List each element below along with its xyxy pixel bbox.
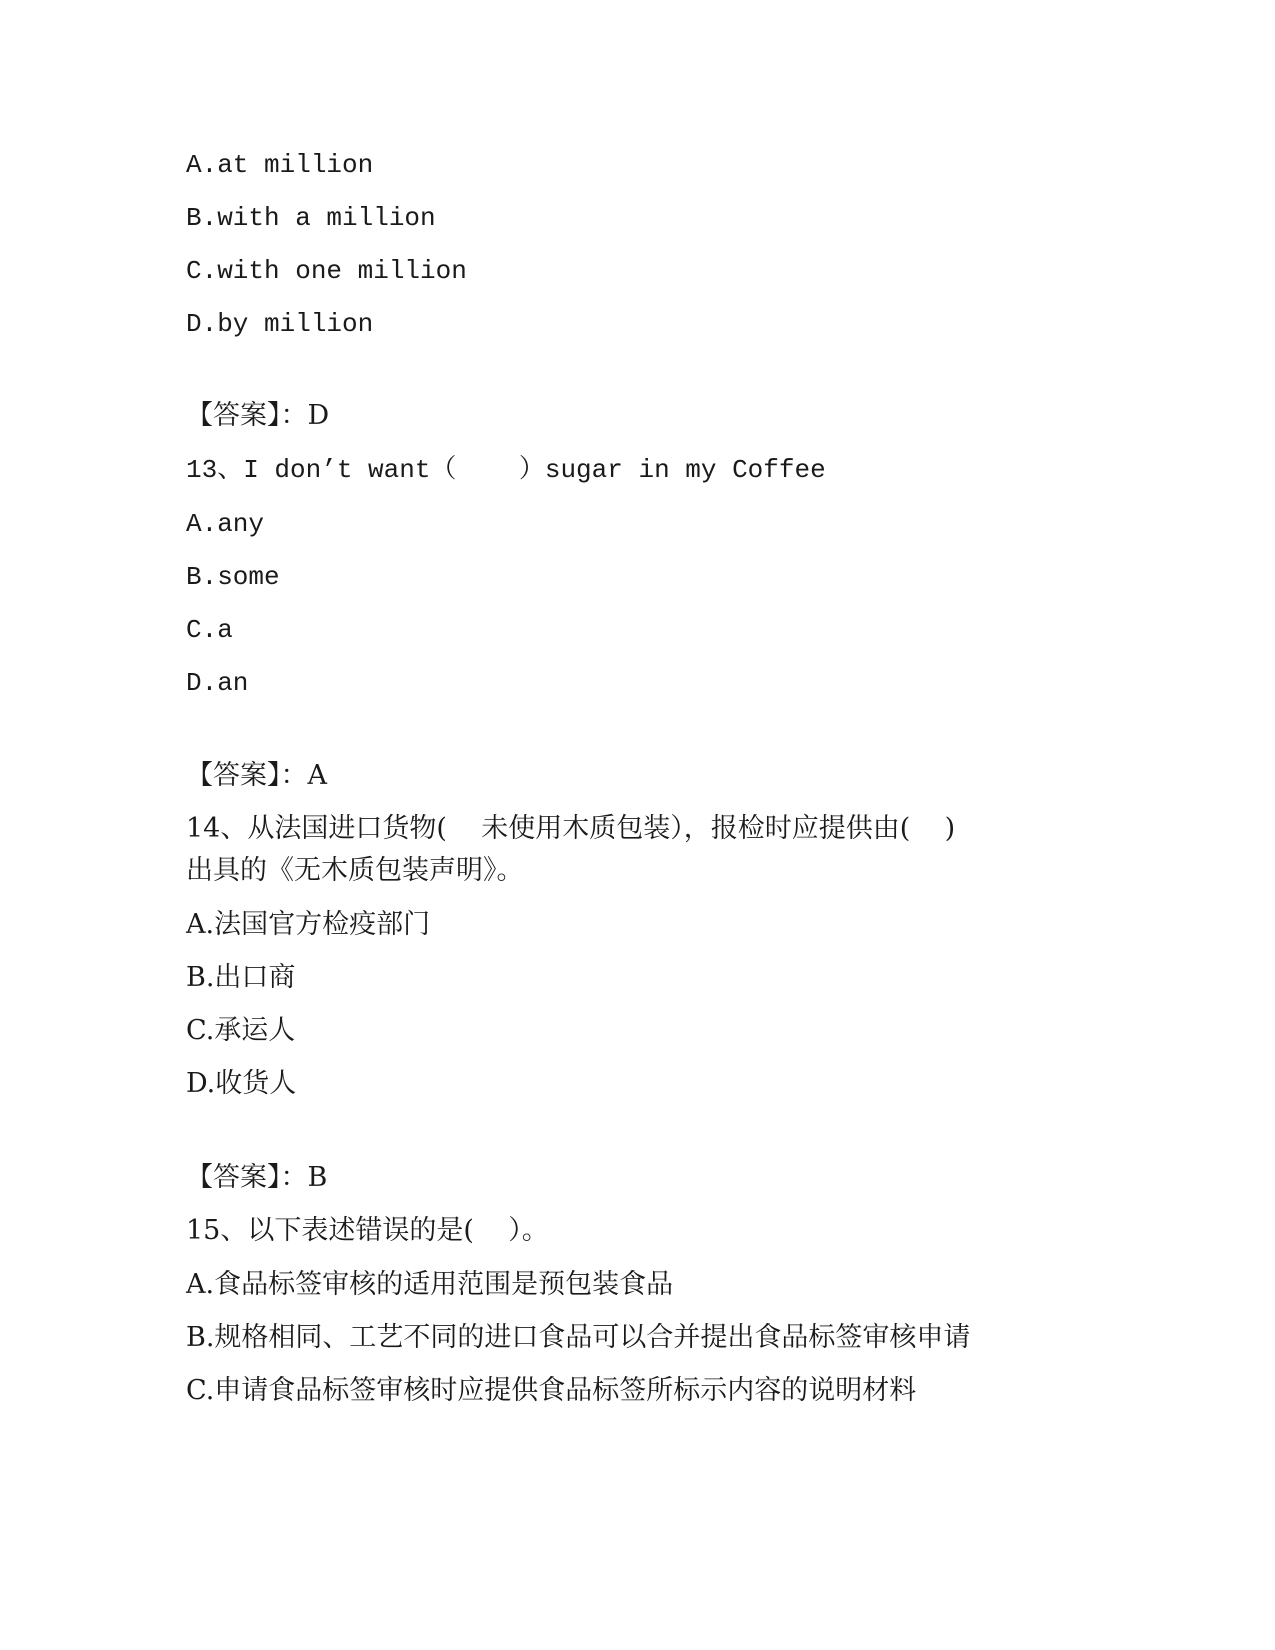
q12-option-c: C.with one million bbox=[186, 256, 467, 286]
q15-option-c: C.申请食品标签审核时应提供食品标签所标示内容的说明材料 bbox=[186, 1375, 917, 1406]
q15-option-b: B.规格相同、工艺不同的进口食品可以合并提出食品标签审核申请 bbox=[186, 1322, 971, 1353]
q15-option-a: A.食品标签审核的适用范围是预包装食品 bbox=[186, 1269, 674, 1300]
q14-stem-line2: 出具的《无木质包装声明》。 bbox=[186, 855, 524, 886]
q12-answer: 【答案】：D bbox=[186, 400, 330, 431]
q14-option-a: A.法国官方检疫部门 bbox=[186, 909, 431, 940]
q13-option-c: C.a bbox=[186, 615, 233, 645]
q14-stem-line1: 14、从法国进口货物( 未使用木质包装），报检时应提供由( ) bbox=[186, 813, 956, 844]
q12-option-b: B.with a million bbox=[186, 203, 436, 233]
q13-option-a: A.any bbox=[186, 509, 265, 539]
q14-option-c: C.承运人 bbox=[186, 1015, 296, 1046]
q13-option-b: B.some bbox=[186, 562, 280, 592]
q13-stem: 13、I don’t want（ ）sugar in my Coffee bbox=[186, 455, 826, 485]
q12-option-a: A.at million bbox=[186, 150, 374, 180]
q13-answer: 【答案】：A bbox=[186, 760, 327, 791]
q12-option-d: D.by million bbox=[186, 309, 374, 339]
q15-stem: 15、以下表述错误的是( ）。 bbox=[186, 1215, 549, 1246]
q14-answer: 【答案】：B bbox=[186, 1162, 328, 1193]
q14-option-d: D.收货人 bbox=[186, 1068, 297, 1099]
q14-option-b: B.出口商 bbox=[186, 962, 296, 993]
q13-option-d: D.an bbox=[186, 668, 249, 698]
